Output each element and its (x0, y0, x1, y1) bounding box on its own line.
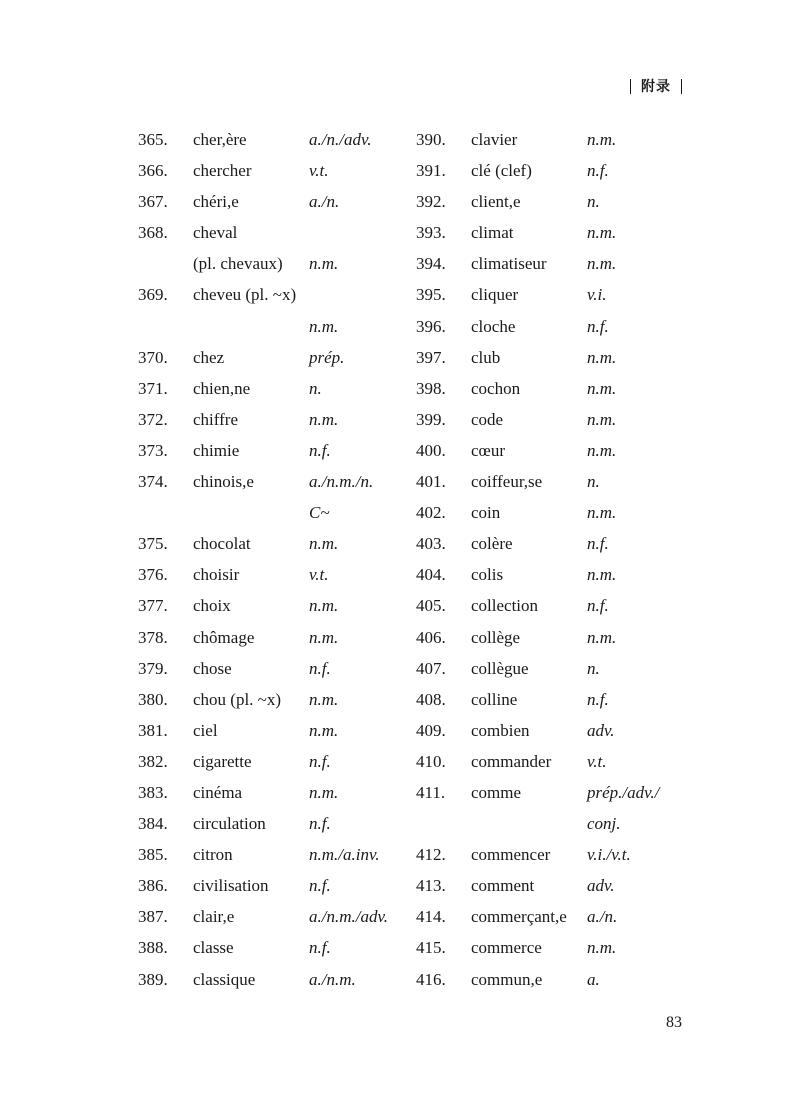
entry-part-of-speech: n.m. (309, 534, 339, 554)
entry-number: 380. (138, 689, 168, 709)
entry-part-of-speech: n.m. (309, 596, 339, 616)
entry-number: 381. (138, 720, 168, 740)
entry-word: cigarette (193, 751, 252, 771)
header-right-rule (681, 79, 682, 94)
entry-part-of-speech: v.i. (587, 285, 607, 305)
entry-number: 390. (416, 130, 446, 149)
page-number: 83 (666, 1014, 682, 1031)
entry-word: citron (193, 845, 233, 865)
entry-number: 374. (138, 472, 168, 492)
entry-word: commencer (471, 845, 551, 865)
entry-word: collection (471, 596, 539, 616)
entry-part-of-speech: adv. (587, 876, 615, 896)
entry-number: 410. (416, 751, 446, 771)
entry-word: commerce (471, 938, 542, 958)
entry-number: 386. (138, 876, 168, 896)
entry-number: 395. (416, 285, 446, 305)
entry-part-of-speech: a./n.m. (309, 969, 356, 989)
entry-word: civilisation (193, 876, 269, 896)
entry-part-of-speech: a./n.m./n. (309, 472, 374, 492)
entry-word: chômage (193, 627, 255, 647)
entry-word: comme (471, 782, 522, 802)
entry-number: 384. (138, 814, 168, 834)
entry-word: cinéma (193, 782, 243, 802)
entry-number: 404. (416, 565, 446, 585)
entry-number: 382. (138, 751, 168, 771)
entry-word: chez (193, 347, 225, 367)
entry-number: 403. (416, 534, 446, 554)
entry-number: 365. (138, 130, 168, 149)
entry-word: coiffeur,se (471, 472, 543, 492)
entry-part-of-speech: n.m. (309, 254, 339, 274)
entry-part-of-speech: n.f. (309, 938, 331, 958)
entry-part-of-speech: n.f. (309, 876, 331, 896)
entry-part-of-speech: n.f. (587, 596, 609, 616)
entry-word: cliquer (471, 285, 519, 305)
entry-word: chocolat (193, 534, 251, 554)
entry-part-of-speech: n.f. (587, 689, 609, 709)
entry-word: colline (471, 689, 518, 709)
entry-word: choisir (193, 565, 240, 585)
entry-part-of-speech: n.f. (587, 161, 609, 181)
entry-word: climat (471, 223, 514, 243)
entry-number: 375. (138, 534, 168, 554)
entry-part-of-speech: conj. (587, 814, 621, 834)
entry-number: 408. (416, 689, 446, 709)
entry-word: clé (clef) (471, 161, 532, 181)
running-header (630, 76, 682, 96)
entry-word: comment (471, 876, 535, 896)
entry-part-of-speech: a./n.m./adv. (309, 907, 389, 927)
entry-part-of-speech: n.f. (309, 814, 331, 834)
entry-number: 372. (138, 409, 168, 429)
entry-word: cheval (193, 223, 238, 243)
entry-part-of-speech: n.f. (587, 316, 609, 336)
entry-word: commander (471, 751, 552, 771)
entry-word: chiffre (193, 409, 238, 429)
entry-part-of-speech: n.m./a.inv. (309, 845, 380, 865)
entry-part-of-speech: n.m. (587, 627, 617, 647)
header-left-rule (630, 79, 631, 94)
entry-word: (pl. chevaux) (193, 254, 283, 274)
entry-word: colère (471, 534, 513, 554)
entry-part-of-speech: n.m. (587, 223, 617, 243)
entry-part-of-speech: v.i./v.t. (587, 845, 631, 865)
entry-number: 411. (416, 782, 446, 802)
entry-word: chercher (193, 161, 252, 181)
entry-word: classe (193, 938, 234, 958)
entry-word: clair,e (193, 907, 235, 927)
entry-number: 400. (416, 440, 446, 460)
entry-part-of-speech: n.f. (587, 534, 609, 554)
entry-number: 368. (138, 223, 168, 243)
entry-number: 379. (138, 658, 168, 678)
entry-number: 378. (138, 627, 168, 647)
entry-number: 409. (416, 720, 446, 740)
entry-word: clavier (471, 130, 518, 149)
entry-number: 414. (416, 907, 446, 927)
entry-number: 371. (138, 378, 168, 398)
entry-part-of-speech: n.m. (587, 130, 617, 149)
entry-part-of-speech: a./n. (309, 192, 340, 212)
entry-part-of-speech: n.m. (309, 627, 339, 647)
entry-word: commerçant,e (471, 907, 567, 927)
entry-word: cloche (471, 316, 516, 336)
entry-number: 416. (416, 969, 446, 989)
entry-word: cher,ère (193, 130, 247, 149)
entry-word: cheveu (pl. ~x) (193, 285, 297, 305)
entry-part-of-speech: n.m. (587, 409, 617, 429)
entry-part-of-speech: a. (587, 969, 600, 989)
entry-number: 385. (138, 845, 168, 865)
entry-part-of-speech: a./n./adv. (309, 130, 372, 149)
entry-part-of-speech: n.m. (309, 782, 339, 802)
entry-part-of-speech: n. (587, 192, 600, 212)
entry-part-of-speech: v.t. (587, 751, 607, 771)
entry-number: 392. (416, 192, 446, 212)
entry-number: 415. (416, 938, 446, 958)
entry-word: chou (pl. ~x) (193, 689, 282, 709)
entry-word: code (471, 409, 504, 429)
entry-part-of-speech: prép./adv./ (587, 782, 660, 802)
entry-number: 401. (416, 472, 446, 492)
entry-number: 394. (416, 254, 446, 274)
entry-part-of-speech: n.m. (309, 689, 339, 709)
entry-part-of-speech: a./n. (587, 907, 618, 927)
entry-number: 387. (138, 907, 168, 927)
entry-part-of-speech: n.f. (309, 751, 331, 771)
entry-number: 373. (138, 440, 168, 460)
entry-part-of-speech: n.m. (587, 503, 617, 523)
entry-word: chimie (193, 440, 240, 460)
entry-part-of-speech: n.m. (587, 565, 617, 585)
entry-word: classique (193, 969, 256, 989)
entry-part-of-speech: n.m. (587, 938, 617, 958)
entry-word: coin (471, 503, 501, 523)
entry-part-of-speech: n.f. (309, 658, 331, 678)
entry-number: 398. (416, 378, 446, 398)
entry-part-of-speech: prép. (309, 347, 345, 367)
entry-number: 399. (416, 409, 446, 429)
entry-word: commun,e (471, 969, 543, 989)
entry-word: circulation (193, 814, 266, 834)
entry-part-of-speech: n. (309, 378, 322, 398)
entry-number: 383. (138, 782, 168, 802)
entry-word: chinois,e (193, 472, 254, 492)
entry-part-of-speech: n.m. (587, 254, 617, 274)
entry-word: choix (193, 596, 231, 616)
entry-number: 388. (138, 938, 168, 958)
entry-part-of-speech: n.m. (309, 720, 339, 740)
entry-number: 396. (416, 316, 446, 336)
entry-part-of-speech: n.m. (309, 316, 339, 336)
entry-number: 393. (416, 223, 446, 243)
entry-word: chien,ne (193, 378, 251, 398)
entry-number: 413. (416, 876, 446, 896)
header-title: 附录 (641, 79, 671, 95)
entry-word: cœur (471, 440, 505, 460)
entry-part-of-speech: n.m. (587, 347, 617, 367)
entry-part-of-speech: n.m. (309, 409, 339, 429)
entry-part-of-speech: v.t. (309, 161, 329, 181)
entry-word: collège (471, 627, 521, 647)
entry-part-of-speech: n. (587, 472, 600, 492)
entry-word: chéri,e (193, 192, 239, 212)
entry-part-of-speech: n. (587, 658, 600, 678)
entry-part-of-speech: n.f. (309, 440, 331, 460)
entry-number: 405. (416, 596, 446, 616)
entry-number: 407. (416, 658, 446, 678)
entry-number: 366. (138, 161, 168, 181)
entry-part-of-speech: adv. (587, 720, 615, 740)
entry-number: 397. (416, 347, 446, 367)
entry-part-of-speech: n.m. (587, 440, 617, 460)
entry-number: 376. (138, 565, 168, 585)
entry-word: colis (471, 565, 504, 585)
entry-number: 391. (416, 161, 446, 181)
entry-word: client,e (471, 192, 521, 212)
entry-word: collègue (471, 658, 529, 678)
entry-part-of-speech: n.m. (587, 378, 617, 398)
entry-part-of-speech: C~ (309, 503, 330, 523)
entry-number: 406. (416, 627, 446, 647)
entry-word: ciel (193, 720, 218, 740)
entry-number: 412. (416, 845, 446, 865)
entry-number: 369. (138, 285, 168, 305)
entry-word: club (471, 347, 501, 367)
entry-number: 370. (138, 347, 168, 367)
entry-number: 402. (416, 503, 446, 523)
entry-word: cochon (471, 378, 521, 398)
entry-part-of-speech: v.t. (309, 565, 329, 585)
entry-word: combien (471, 720, 530, 740)
entry-number: 367. (138, 192, 168, 212)
entry-number: 389. (138, 969, 168, 989)
entry-word: climatiseur (471, 254, 547, 274)
entry-word: chose (193, 658, 232, 678)
entry-number: 377. (138, 596, 168, 616)
